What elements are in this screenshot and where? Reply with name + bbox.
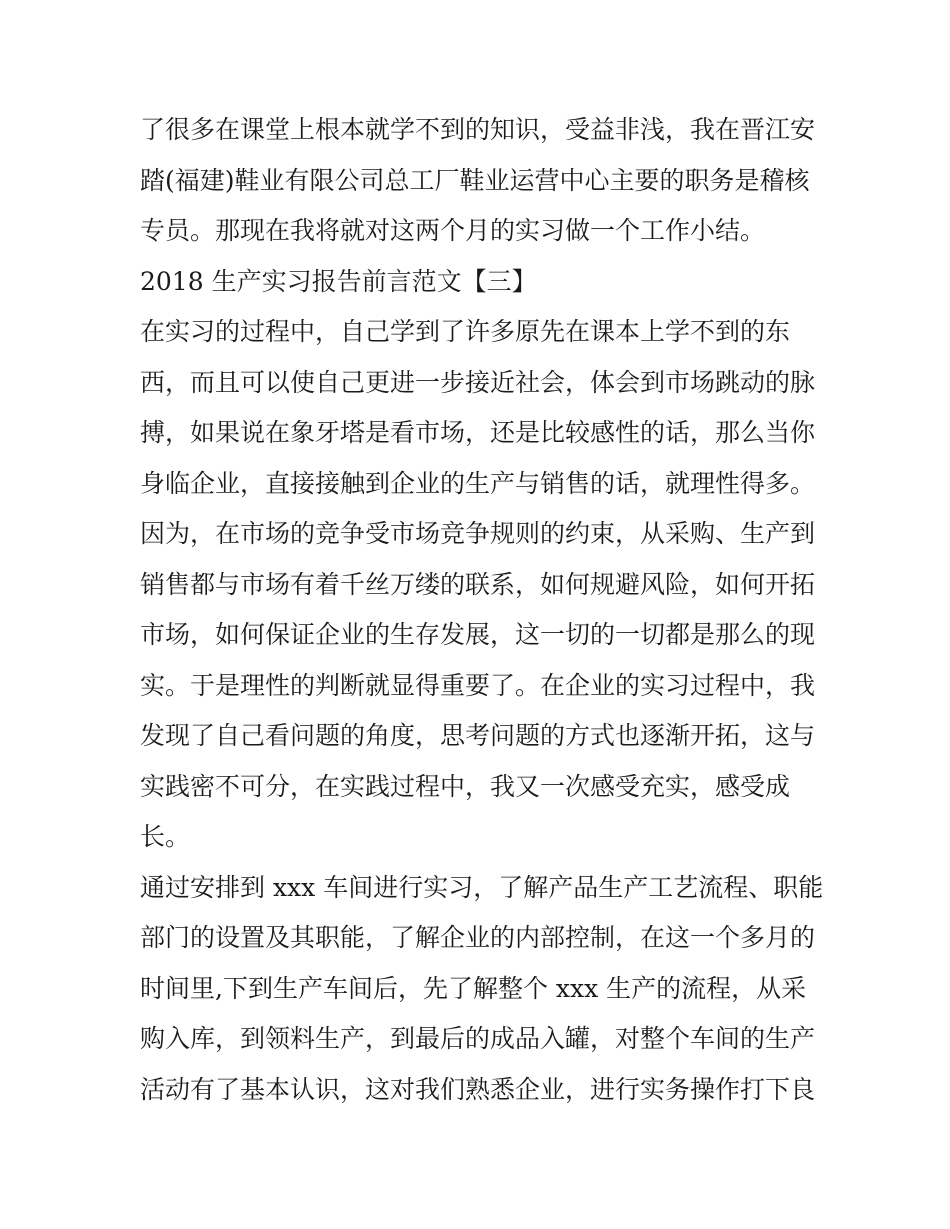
text-line: 市场，如何保证企业的生存发展，这一切的一切都是那么的现 [140, 620, 816, 649]
text-line: 在实习的过程中，自己学到了许多原先在课本上学不到的东 [140, 317, 791, 346]
text-line: 了很多在课堂上根本就学不到的知识，受益非浅，我在晋江安 [140, 115, 816, 144]
text-line: 通过安排到 xxx 车间进行实习，了解产品生产工艺流程、职能 [140, 872, 824, 902]
text-line: 销售都与市场有着千丝万缕的联系，如何规避风险，如何开拓 [140, 569, 816, 599]
section-heading: 2018 生产实习报告前言范文【三】 [140, 266, 537, 296]
text-line: 实践密不可分，在实践过程中，我又一次感受充实，感受成 [140, 771, 791, 801]
text-line: 部门的设置及其职能，了解企业的内部控制，在这一个多月的 [140, 923, 816, 952]
text-line: 发现了自己看问题的角度，思考问题的方式也逐渐开拓，这与 [140, 721, 816, 750]
text-line: 踏(福建)鞋业有限公司总工厂鞋业运营中心主要的职务是稽核 [140, 165, 810, 195]
text-line: 活动有了基本认识，这对我们熟悉企业，进行实务操作打下良 [140, 1074, 816, 1104]
document-body [140, 105, 824, 1115]
text-line: 西，而且可以使自己更进一步接近社会，体会到市场跳动的脉 [140, 367, 816, 397]
text-line: 因为，在市场的竞争受市场竞争规则的约束，从采购、生产到 [140, 519, 816, 548]
text-line: 时间里,下到生产车间后，先了解整个 xxx 生产的流程，从采 [140, 973, 807, 1003]
text-line: 身临企业，直接接触到企业的生产与销售的话，就理性得多。 [140, 468, 816, 498]
text-line: 专员。那现在我将就对这两个月的实习做一个工作小结。 [140, 216, 766, 245]
text-line: 购入库，到领料生产，到最后的成品入罐，对整个车间的生产 [140, 1024, 816, 1053]
text-line: 长。 [140, 822, 191, 851]
text-line: 实。于是理性的判断就显得重要了。在企业的实习过程中，我 [140, 670, 816, 700]
text-line: 搏，如果说在象牙塔是看市场，还是比较感性的话，那么当你 [140, 418, 816, 447]
